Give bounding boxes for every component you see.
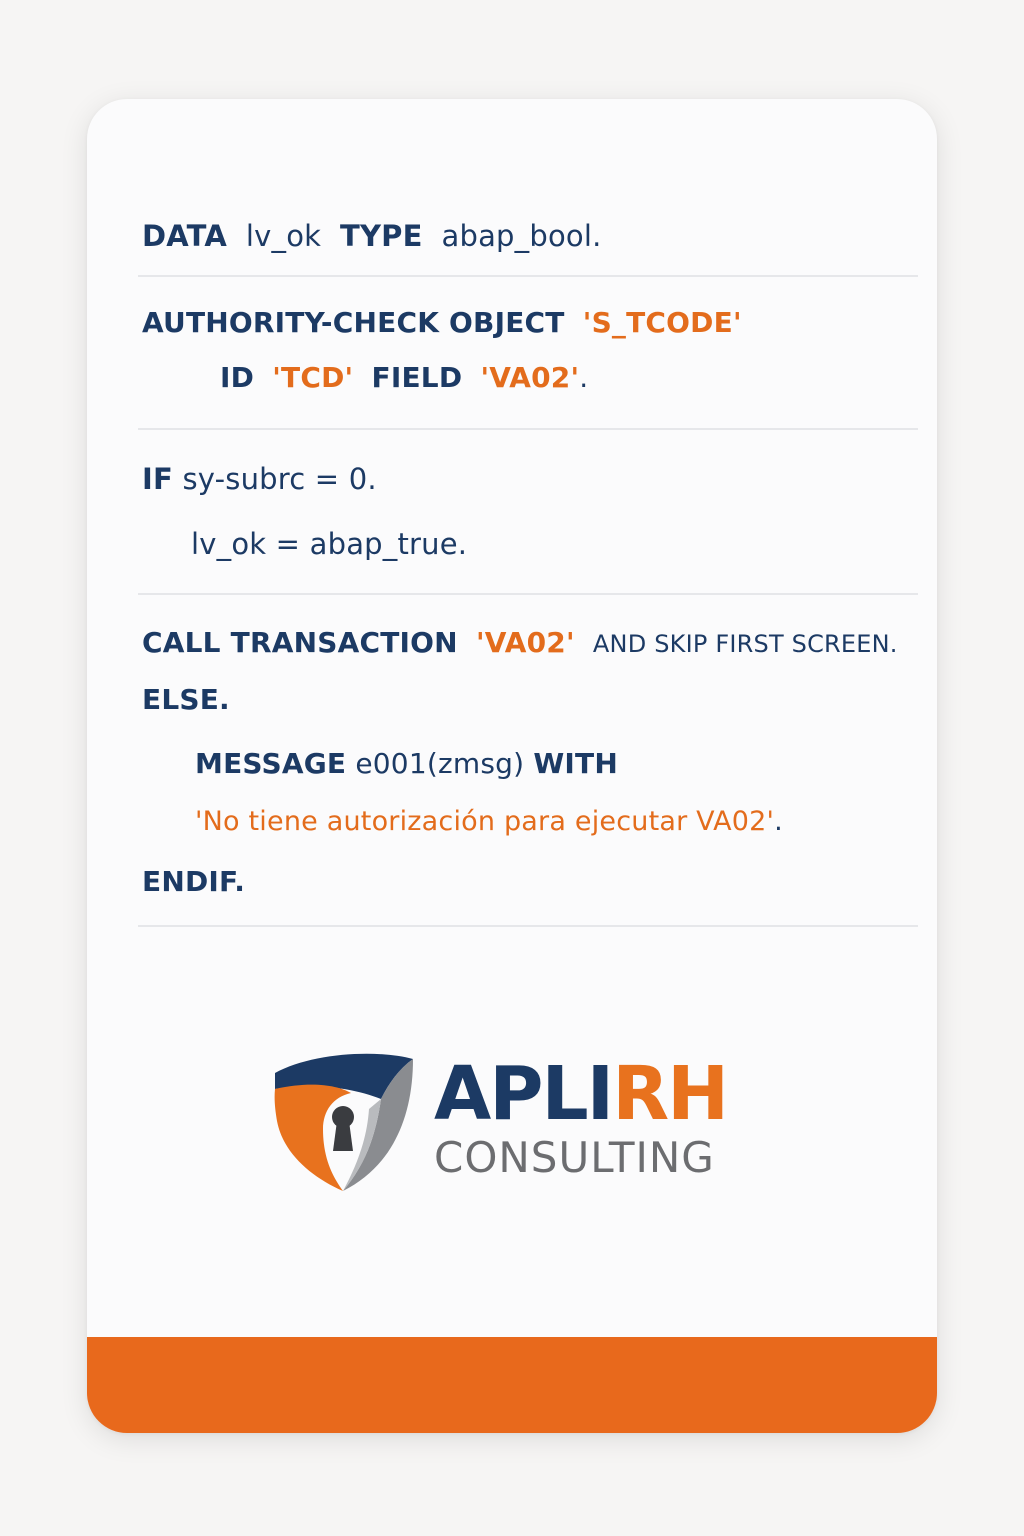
divider bbox=[138, 428, 918, 430]
shield-keyhole-icon bbox=[271, 1049, 421, 1199]
keyword-and-skip-first-screen: AND SKIP FIRST SCREEN. bbox=[592, 630, 898, 658]
code-line-assign bbox=[191, 527, 467, 561]
code-line-call-transaction bbox=[142, 626, 898, 659]
keyword-type: TYPE bbox=[340, 219, 423, 253]
code-line-message-text bbox=[195, 806, 783, 837]
brand-name-rh: RH bbox=[612, 1051, 728, 1137]
code-card bbox=[87, 99, 937, 1433]
string-va02: 'VA02' bbox=[480, 361, 580, 394]
code-line-if bbox=[142, 462, 377, 496]
keyword-data: DATA bbox=[142, 219, 228, 253]
code-line-message bbox=[195, 747, 618, 780]
brand-name bbox=[434, 1051, 728, 1137]
code-line-data-declaration bbox=[142, 219, 602, 253]
string-va02: 'VA02' bbox=[475, 626, 575, 659]
assignment-lv-ok: lv_ok = bbox=[191, 527, 301, 561]
code-line-endif bbox=[142, 865, 245, 898]
message-id: e001(zmsg) bbox=[355, 747, 525, 780]
divider bbox=[138, 593, 918, 595]
divider bbox=[138, 275, 918, 277]
footer-accent-bar bbox=[87, 1337, 937, 1433]
keyword-message: MESSAGE bbox=[195, 747, 347, 780]
condition-sy-subrc: sy-subrc = 0. bbox=[182, 462, 377, 496]
keyword-endif: ENDIF. bbox=[142, 865, 246, 898]
keyword-with: WITH bbox=[533, 747, 618, 780]
keyword-id: ID bbox=[220, 361, 255, 394]
type-abap-bool: abap_bool. bbox=[441, 219, 602, 253]
keyword-field: FIELD bbox=[371, 361, 463, 394]
code-line-authority-check bbox=[142, 306, 742, 339]
string-tcd: 'TCD' bbox=[272, 361, 354, 394]
code-line-id-field bbox=[220, 361, 588, 394]
string-s-tcode: 'S_TCODE' bbox=[582, 306, 742, 339]
brand-logo bbox=[271, 1049, 751, 1199]
brand-subtitle: CONSULTING bbox=[434, 1133, 715, 1182]
brand-name-apli: APLI bbox=[434, 1051, 613, 1137]
keyword-if: IF bbox=[142, 462, 174, 496]
period: . bbox=[774, 806, 783, 837]
period: . bbox=[579, 361, 589, 394]
keyword-else: ELSE. bbox=[142, 683, 230, 716]
constant-abap-true: abap_true bbox=[309, 527, 458, 561]
divider bbox=[138, 925, 918, 927]
period: . bbox=[457, 527, 468, 561]
code-line-else bbox=[142, 683, 230, 716]
variable-lv-ok: lv_ok bbox=[245, 219, 322, 253]
keyword-call-transaction: CALL TRANSACTION bbox=[142, 626, 458, 659]
keyword-authority-check-object: AUTHORITY-CHECK OBJECT bbox=[142, 306, 565, 339]
string-message-text: 'No tiene autorización para ejecutar VA02' bbox=[195, 806, 775, 837]
